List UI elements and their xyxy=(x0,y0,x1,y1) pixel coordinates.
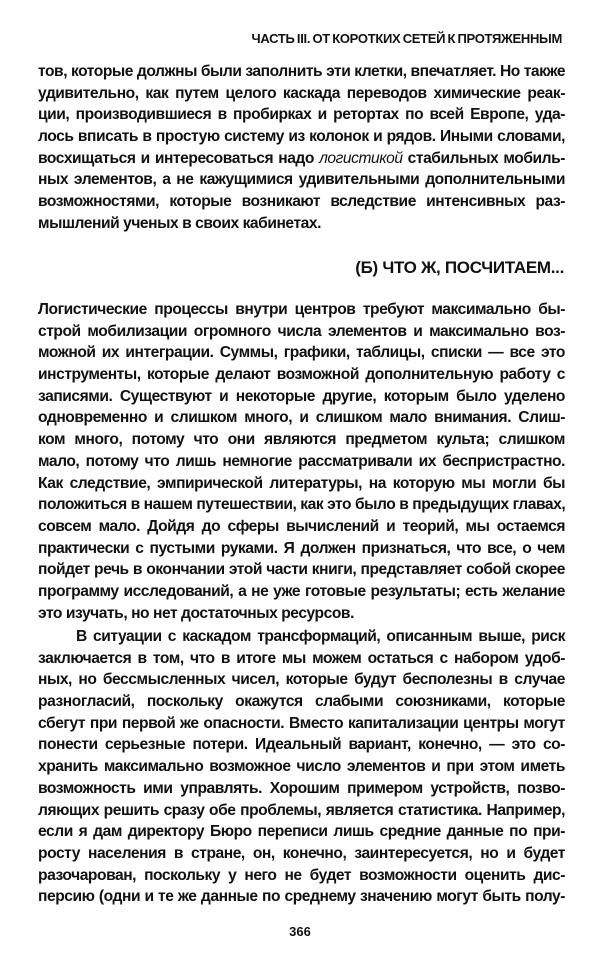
text-line: это изучать, но нет достаточных ресурсов. xyxy=(38,604,354,622)
text-line: персию (одни и те же данные по среднему значению могут быть полу- xyxy=(38,888,565,906)
text-line: ных элементов, а не кажущимися удивительными дополнительными xyxy=(38,171,565,189)
text-line: удивительно, как путем целого каскада переводов химические реак- xyxy=(38,84,565,102)
paragraph-2 xyxy=(38,299,565,624)
text-line: ляющих решить сразу обе проблемы, является статистика. Например, xyxy=(38,801,565,819)
text-line: возможность ими управлять. Хорошим примером устройств, позво- xyxy=(38,779,565,797)
text-line: понести серьезные потери. Идеальный вариант, конечно, — это со- xyxy=(38,736,565,754)
text-line: заключается в том, что в итоге мы можем остаться с набором удоб- xyxy=(38,649,565,667)
text-line: положиться в нашем путешествии, как это было в предыдущих главах, xyxy=(38,496,566,514)
text-line: тов, которые должны были заполнить эти клетки, впечатляет. Но также xyxy=(38,63,566,80)
text-line: строй мобилизации огромного числа элементов и максимально воз- xyxy=(38,322,565,340)
text-line: одновременно и слишком много, и слишком мало внимания. Слиш- xyxy=(38,409,565,427)
text-line: практически с пустыми руками. Я должен признаться, что все, о чем xyxy=(38,539,565,557)
text-line: Логистические процессы внутри центров требуют максимально бы- xyxy=(38,301,565,318)
italic-term: логистикой xyxy=(319,149,403,167)
text-line xyxy=(38,148,565,170)
text-line: лось вписать в простую систему из колонок и рядов. Иными словами, xyxy=(38,128,565,146)
text-segment: восхищаться и интересоваться надо xyxy=(38,149,320,167)
text-line: хранить максимально возможное число элементов и при этом иметь xyxy=(38,758,565,776)
text-line: совсем мало. Дойдя до сферы вычислений и теорий, мы остаемся xyxy=(38,517,565,535)
text-line: пойдет речь в окончании этой части книги, представляет собой скорее xyxy=(38,561,565,579)
text-line: ных, но бессмысленных чисел, которые будут бесполезны в случае xyxy=(38,671,565,689)
paragraph-3 xyxy=(38,626,565,908)
section-heading: (Б) ЧТО Ж, ПОСЧИТАЕМ... xyxy=(355,258,564,277)
running-head: ЧАСТЬ III. ОТ КОРОТКИХ СЕТЕЙ К ПРОТЯЖЕННЫМ xyxy=(251,31,562,46)
text-line: росту населения в стране, он, конечно, заинтересуется, но и будет xyxy=(38,844,565,862)
page-number: 366 xyxy=(289,924,311,939)
text-line: мало, потому что лишь немногие рассматривали их беспристрастно. xyxy=(38,452,565,470)
text-line: сбегут при первой же опасности. Вместо капитализации центры могут xyxy=(38,714,565,732)
text-line: если я дам директору Бюро переписи лишь средние данные по при- xyxy=(38,823,565,841)
text-line: можной их интеграции. Суммы, графики, таблицы, списки — все это xyxy=(38,344,565,362)
text-line: инструменты, которые делают возможной дополнительную работу с xyxy=(38,366,565,384)
text-line: разногласий, поскольку окажутся слабыми союзниками, которые xyxy=(38,693,565,711)
text-line: записями. Существуют и некоторые другие, которым было уделено xyxy=(38,387,565,405)
text-line: ции, производившиеся в пробирках и ретортах по всей Европе, уда- xyxy=(38,106,565,124)
text-segment: стабильных мобиль- xyxy=(402,149,565,167)
text-line: возможностями, которые возникают вследствие интенсивных раз- xyxy=(38,193,565,211)
paragraph-1 xyxy=(38,61,565,235)
text-line: ком много, потому что они являются предметом культа; слишком xyxy=(38,431,565,449)
text-line: В ситуации с каскадом трансформаций, описанным выше, риск xyxy=(76,628,565,645)
text-line: программу исследований, а не уже готовые результаты; есть желание xyxy=(38,582,565,600)
text-line: мышлений ученых в своих кабинетах. xyxy=(38,214,321,232)
text-line: Как следствие, эмпирической литературы, на которую мы могли бы xyxy=(38,474,565,492)
text-line: разочарован, поскольку у него не будет возможности оценить дис- xyxy=(38,866,565,884)
